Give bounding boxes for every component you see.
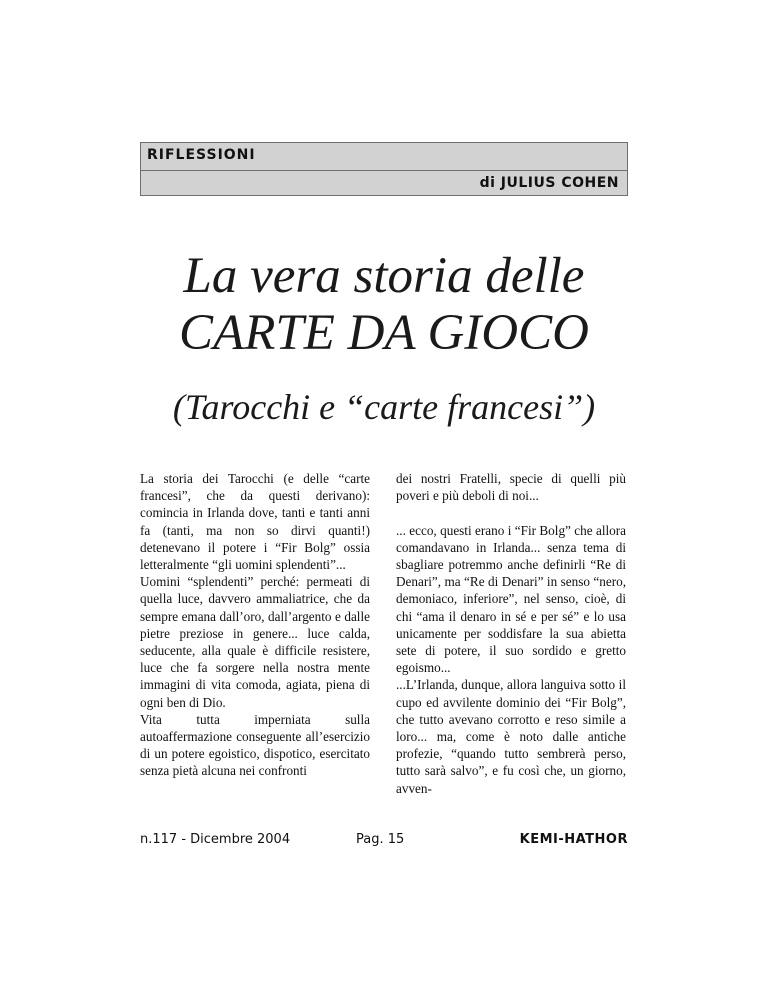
header-divider <box>141 170 627 171</box>
page-footer <box>140 832 628 852</box>
author-label: di JULIUS COHEN <box>479 175 619 191</box>
paragraph: Vita tutta imperniata sulla autoaffermazione conseguente all’esercizio di un potere egoistico, dispotico, esercitato senza pietà alcuna nei confronti <box>140 711 370 779</box>
magazine-name: KEMI-HATHOR <box>519 832 628 847</box>
text-column-right <box>396 470 626 797</box>
paragraph: ...L’Irlanda, dunque, allora languiva sotto il cupo ed avvilente dominio dei “Fir Bolg”, che tutto avevano corrotto e reso simile a loro... ma, come è noto dalle antiche profezie, “quando tutto sembrerà perso, tutto sarà salvo”, e fu così che, un giorno, avven- <box>396 677 626 796</box>
title-line-1: La vera storia delle <box>183 248 585 304</box>
issue-label: n.117 - Dicembre 2004 <box>140 832 291 847</box>
article-title <box>0 248 768 362</box>
section-label: RIFLESSIONI <box>147 147 256 163</box>
paragraph: Uomini “splendenti” perché: permeati di quella luce, davvero ammaliatrice, che da sempre emana dall’oro, dall’argento e dalle pietre preziose in genere... luce calda, seducente, alla quale è difficile resistere, luce che fa sorgere nella nostra mente immagini di vita comoda, agiata, piena di ogni ben di Dio. <box>140 574 370 710</box>
text-column-left <box>140 470 370 780</box>
section-header-box <box>140 142 628 196</box>
title-line-2: CARTE DA GIOCO <box>179 305 589 361</box>
article-subtitle: (Tarocchi e “carte francesi”) <box>172 387 596 427</box>
paragraph: ... ecco, questi erano i “Fir Bolg” che allora comandavano in Irlanda... senza tema di sbagliare potremmo anche definirli “Re di Denari”, ma “Re di Denari” in senso “nero, demoniaco, inferiore”, nel senso, cioè, di chi “ama il denaro in sé e per sé” e lo usa unicamente per soddisfare la sua abietta sete di potere, il suo sordido e gretto egoismo... <box>396 522 626 676</box>
paragraph: La storia dei Tarocchi (e delle “carte francesi”, che da questi derivano): comincia in Irlanda dove, tanti e tanti anni fa (tanti, ma non so dirvi quanti!) detenevano il potere i “Fir Bolg” ossia letteralmente “gli uomini splendenti”... <box>140 471 370 573</box>
page-number: Pag. 15 <box>356 832 405 847</box>
paragraph: dei nostri Fratelli, specie di quelli più poveri e più deboli di noi... <box>396 471 626 504</box>
